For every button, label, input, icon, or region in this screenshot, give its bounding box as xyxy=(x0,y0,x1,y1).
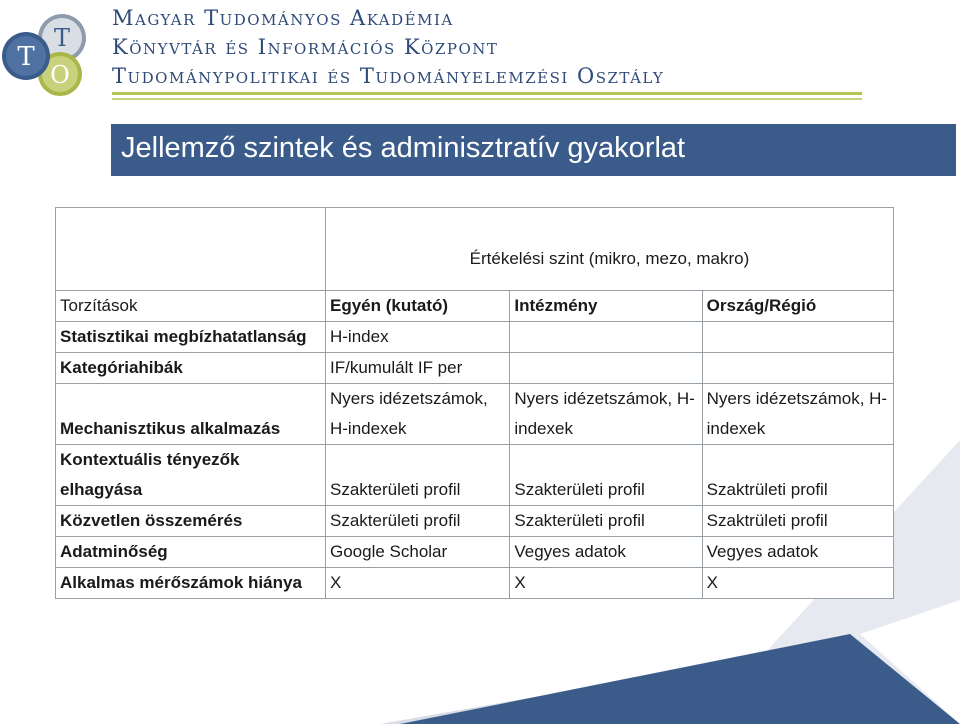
table-cell: Szaktrületi profil xyxy=(702,506,893,537)
table-row xyxy=(56,568,894,599)
table-cell: Szakterületi profil xyxy=(510,445,702,506)
table-row xyxy=(56,445,894,506)
table-row xyxy=(56,506,894,537)
table-cell: IF/kumulált IF per xyxy=(325,353,509,384)
org-line-academy: Magyar Tudományos Akadémia xyxy=(112,6,454,30)
table-cell: Szakterületi profil xyxy=(510,506,702,537)
table-cell xyxy=(510,353,702,384)
row-label: Alkalmas mérőszámok hiánya xyxy=(56,568,326,599)
table-cell: Szakterületi profil xyxy=(325,445,509,506)
table-row xyxy=(56,353,894,384)
slide-title-bar xyxy=(111,124,956,176)
column-header-country-region: Ország/Régió xyxy=(702,291,893,322)
column-header-individual: Egyén (kutató) xyxy=(325,291,509,322)
logo-letter-1: T xyxy=(17,42,35,72)
table-cell: Nyers idézetszámok, H-indexek xyxy=(510,384,702,445)
table-cell: Szakterületi profil xyxy=(325,506,509,537)
table-cell: Vegyes adatok xyxy=(702,537,893,568)
table-row xyxy=(56,384,894,445)
table-span-header-row xyxy=(56,208,894,291)
table-cell: Vegyes adatok xyxy=(510,537,702,568)
row-label: Kontextuális tényezők elhagyása xyxy=(56,445,326,506)
column-header-distortions: Torzítások xyxy=(56,291,326,322)
table-corner-cell xyxy=(56,208,326,291)
table-cell xyxy=(510,322,702,353)
table-cell: Nyers idézetszámok, H-indexek xyxy=(702,384,893,445)
table-row xyxy=(56,537,894,568)
table-cell xyxy=(702,353,893,384)
row-label: Közvetlen összemérés xyxy=(56,506,326,537)
table-cell: X xyxy=(510,568,702,599)
table-cell: H-index xyxy=(325,322,509,353)
row-label: Statisztikai megbízhatatlanság xyxy=(56,322,326,353)
table-cell: Google Scholar xyxy=(325,537,509,568)
row-label: Kategóriahibák xyxy=(56,353,326,384)
column-header-institution: Intézmény xyxy=(510,291,702,322)
org-line-library: Könyvtár és Információs Központ xyxy=(112,35,499,59)
table-cell: Szaktrületi profil xyxy=(702,445,893,506)
evaluation-level-header: Értékelési szint (mikro, mezo, makro) xyxy=(325,208,893,291)
org-line-department: Tudománypolitikai és Tudományelemzési Osztály xyxy=(112,64,665,88)
table-column-header-row xyxy=(56,291,894,322)
evaluation-levels-table xyxy=(55,207,894,599)
logo-letter-2: T xyxy=(53,24,71,52)
row-label: Mechanisztikus alkalmazás xyxy=(56,384,326,445)
table-cell: X xyxy=(325,568,509,599)
table-cell: Nyers idézetszámok, H-indexek xyxy=(325,384,509,445)
slide-title: Jellemző szintek és adminisztratív gyakorlat xyxy=(121,132,686,164)
table-cell xyxy=(702,322,893,353)
logo-letter-3: O xyxy=(50,61,70,89)
table-cell: X xyxy=(702,568,893,599)
row-label: Adatminőség xyxy=(56,537,326,568)
table-row xyxy=(56,322,894,353)
